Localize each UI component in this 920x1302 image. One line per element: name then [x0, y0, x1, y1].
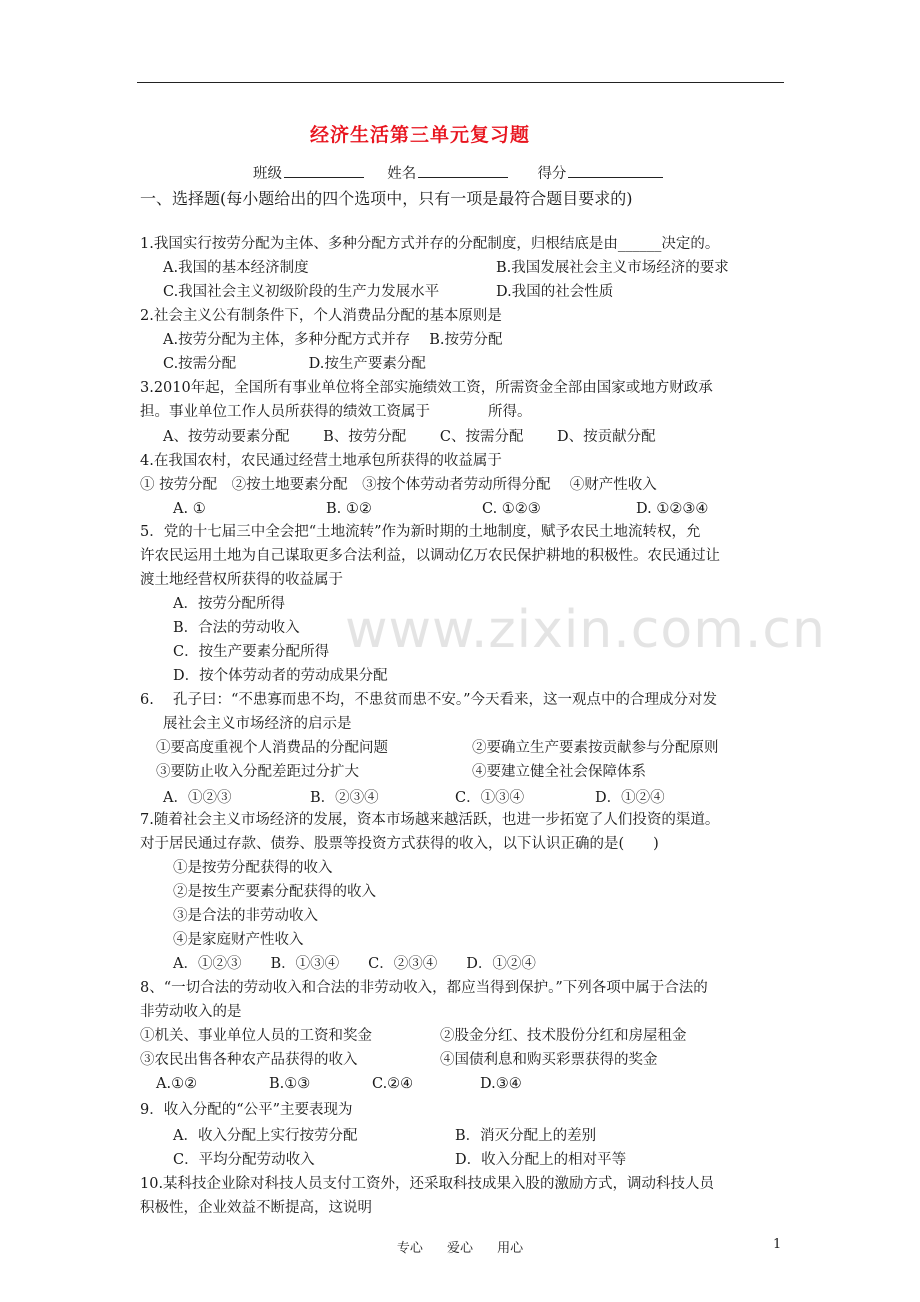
question-6-stem-line2: 展社会主义市场经济的启示是: [163, 716, 352, 732]
question-4-option-b: B. ①②: [326, 501, 372, 517]
question-8-option-c: C.②④: [372, 1076, 414, 1092]
question-6-option-d: D．①②④: [595, 790, 665, 806]
question-8-item-4: ④国债利息和购买彩票获得的奖金: [440, 1052, 658, 1068]
question-2-options-ab: A.按劳分配为主体，多种分配方式并存 B.按劳分配: [163, 332, 503, 348]
score-blank[interactable]: [568, 163, 663, 178]
question-8-option-a: A.①②: [156, 1076, 198, 1092]
question-6-item-3: ③要防止收入分配差距过分扩大: [156, 764, 359, 780]
question-6-item-4: ④要建立健全社会保障体系: [472, 764, 646, 780]
question-5-stem-line1: 5．党的十七届三中全会把“土地流转”作为新时期的土地制度，赋予农民土地流转权，允: [140, 524, 701, 540]
question-1-option-a: A.我国的基本经济制度: [163, 260, 309, 276]
question-1-stem: 1.我国实行按劳分配为主体、多种分配方式并存的分配制度，归根结底是由______决定的。: [140, 236, 720, 252]
question-3-stem-line2: 担。事业单位工作人员所获得的绩效工资属于 所得。: [140, 404, 532, 420]
question-9-option-b: B．消灭分配上的差别: [455, 1128, 597, 1144]
question-4-option-d: D. ①②③④: [636, 501, 709, 517]
footer-slogan: [0, 1237, 920, 1256]
question-3-stem-line1: 3.2010年起，全国所有事业单位将全部实施绩效工资，所需资金全部由国家或地方财政承: [140, 380, 713, 396]
question-7-item-1: ①是按劳分配获得的收入: [173, 860, 333, 876]
question-7-stem-line1: 7.随着社会主义市场经济的发展，资本市场越来越活跃，也进一步拓宽了人们投资的渠道。: [140, 812, 720, 828]
question-4-option-a: A. ①: [173, 501, 206, 517]
question-7-stem-line2: 对于居民通过存款、债券、股票等投资方式获得的收入，以下认识正确的是( ): [140, 836, 659, 852]
question-5-option-d: D．按个体劳动者的劳动成果分配: [173, 668, 388, 684]
question-8-stem-line2: 非劳动收入的是: [140, 1004, 242, 1020]
question-5-stem-line2: 许农民运用土地为自己谋取更多合法利益，以调动亿万农民保护耕地的积极性。农民通过让: [140, 548, 720, 564]
question-8-option-b: B.①③: [269, 1076, 311, 1092]
section-heading: 一、选择题(每小题给出的四个选项中，只有一项是最符合题目要求的): [140, 189, 633, 208]
question-4-stem: 4.在我国农村，农民通过经营土地承包所获得的收益属于: [140, 453, 502, 469]
question-7-options: A．①②③ B．①③④ C．②③④ D．①②④: [173, 956, 536, 972]
question-5-option-c: C．按生产要素分配所得: [173, 644, 330, 660]
class-label: 班级: [253, 166, 282, 182]
question-9-option-a: A．收入分配上实行按劳分配: [173, 1128, 358, 1144]
question-9-stem: 9．收入分配的“公平”主要表现为: [140, 1102, 353, 1118]
watermark: www.zixin.com.cn: [345, 600, 826, 660]
name-blank[interactable]: [418, 163, 508, 178]
name-label: 姓名: [387, 166, 417, 182]
question-2-options-cd: C.按需分配 D.按生产要素分配: [163, 356, 426, 372]
student-info-row: [253, 162, 663, 183]
question-10-stem-line2: 积极性，企业效益不断提高，这说明: [140, 1200, 372, 1216]
score-label: 得分: [537, 166, 567, 182]
question-6-stem-line1: 6. 孔子曰：“不患寡而患不均，不患贫而患不安。”今天看来，这一观点中的合理成分对发: [140, 692, 718, 708]
question-1-option-d: D.我国的社会性质: [496, 284, 614, 300]
question-2-stem: 2.社会主义公有制条件下，个人消费品分配的基本原则是: [140, 308, 502, 324]
question-9-option-c: C．平均分配劳动收入: [173, 1152, 315, 1168]
footer-item: 用心: [497, 1241, 524, 1256]
page-title: 经济生活第三单元复习题: [309, 124, 530, 146]
footer-item: 爱心: [446, 1241, 473, 1256]
question-6-option-a: A．①②③: [163, 790, 232, 806]
footer-item: 专心: [396, 1241, 423, 1256]
question-6-item-1: ①要高度重视个人消费品的分配问题: [156, 740, 388, 756]
question-1-option-c: C.我国社会主义初级阶段的生产力发展水平: [163, 284, 440, 300]
question-7-item-4: ④是家庭财产性收入: [173, 932, 304, 948]
question-5-option-b: B．合法的劳动收入: [173, 620, 300, 636]
question-10-stem-line1: 10.某科技企业除对科技人员支付工资外，还采取科技成果入股的激励方式，调动科技人员: [140, 1176, 715, 1192]
question-4-items: ① 按劳分配 ②按土地要素分配 ③按个体劳动者劳动所得分配 ④财产性收入: [140, 477, 657, 493]
question-5-stem-line3: 渡土地经营权所获得的收益属于: [140, 572, 343, 588]
question-7-item-3: ③是合法的非劳动收入: [173, 908, 318, 924]
question-8-item-1: ①机关、事业单位人员的工资和奖金: [140, 1028, 372, 1044]
question-8-item-3: ③农民出售各种农产品获得的收入: [140, 1052, 358, 1068]
header-rule: [137, 82, 784, 83]
question-8-item-2: ②股金分红、技术股份分红和房屋租金: [440, 1028, 687, 1044]
question-6-item-2: ②要确立生产要素按贡献参与分配原则: [472, 740, 719, 756]
class-blank[interactable]: [284, 163, 364, 178]
page-number: 1: [773, 1237, 782, 1252]
question-9-option-d: D．收入分配上的相对平等: [455, 1152, 627, 1168]
question-5-option-a: A．按劳分配所得: [173, 596, 285, 612]
question-1-option-b: B.我国发展社会主义市场经济的要求: [496, 260, 729, 276]
question-8-stem-line1: 8、“一切合法的劳动收入和合法的非劳动收入，都应当得到保护。”下列各项中属于合法的: [140, 980, 708, 996]
question-6-option-b: B．②③④: [310, 790, 379, 806]
question-3-options: A、按劳动要素分配 B、按劳分配 C、按需分配 D、按贡献分配: [163, 429, 656, 445]
question-7-item-2: ②是按生产要素分配获得的收入: [173, 884, 376, 900]
question-6-option-c: C．①③④: [455, 790, 525, 806]
question-4-option-c: C. ①②③: [482, 501, 541, 517]
question-8-option-d: D.③④: [480, 1076, 522, 1092]
